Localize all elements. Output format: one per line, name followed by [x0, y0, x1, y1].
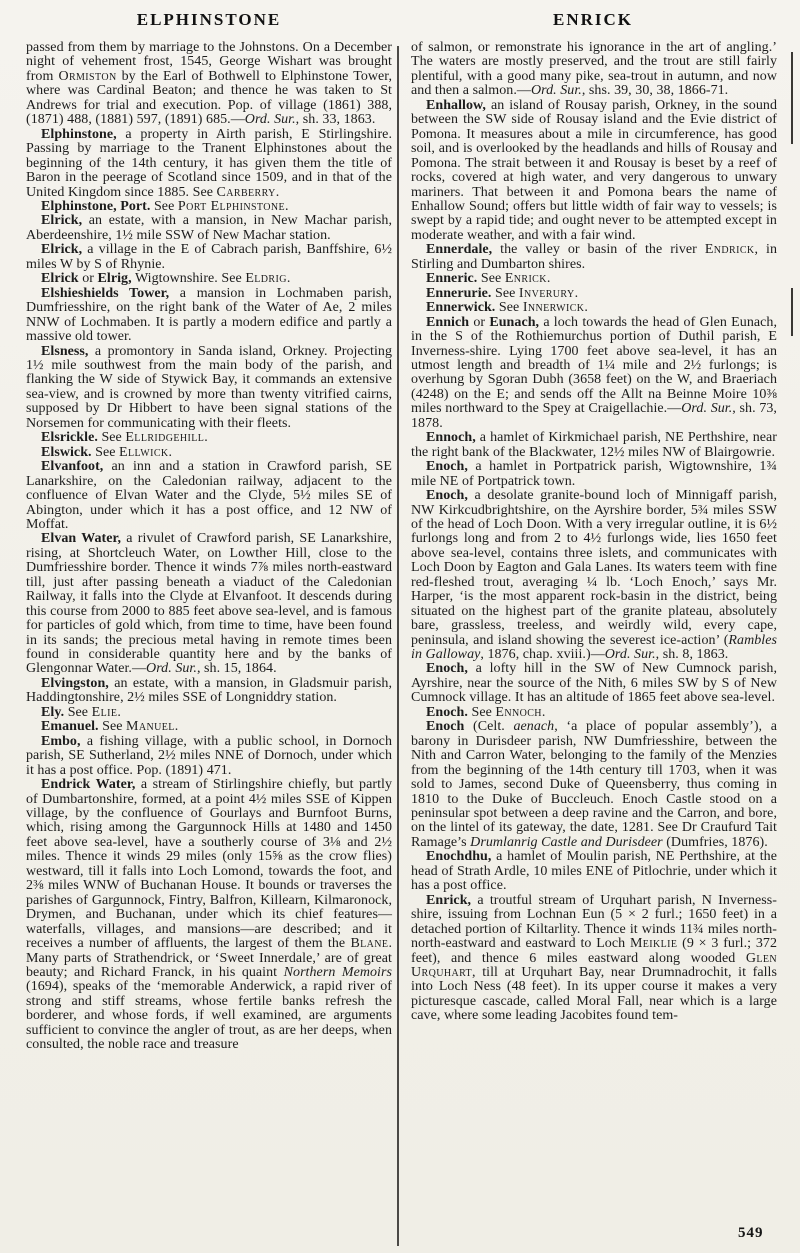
- entry-text: a mansion in Lochmaben parish, Dumfriesshire, on the right bank of the Water of Ae, 2 miles NNW of Lochmaben. It is partly a modern edifice and partly a massive old tower.: [26, 285, 392, 345]
- cross-reference: Port Elphinstone: [177, 198, 286, 214]
- entry-headword: Ely.: [41, 704, 65, 720]
- italic-citation: Ord. Sur.: [604, 647, 656, 663]
- italic-citation: aenach: [513, 719, 555, 735]
- gazetteer-entry: [26, 431, 392, 445]
- gazetteer-entry: [411, 316, 777, 432]
- gazetteer-entry: [26, 778, 392, 1053]
- gazetteer-entry: [411, 301, 777, 315]
- italic-citation: Ord. Sur.: [681, 401, 733, 417]
- gazetteer-entry: [411, 489, 777, 662]
- entry-text: .: [574, 285, 579, 301]
- entry-headword: Enoch,: [426, 459, 468, 475]
- entry-headword: Enneric.: [426, 271, 478, 287]
- gazetteer-entry: [411, 272, 777, 286]
- entry-headword: Ennerdale,: [426, 242, 493, 258]
- entry-headword: Enoch,: [426, 488, 468, 504]
- entry-text: (9 × 3 furl.; 372 feet), and thence 6 miles eastward along wooded: [411, 936, 778, 966]
- gazetteer-entry: [26, 706, 392, 720]
- gazetteer-entry: [26, 446, 392, 460]
- entry-text: passed from them by marriage to the Johnstons. On a December night of vehement frost, 1545, George Wishart was brought from: [26, 40, 392, 84]
- italic-citation: Ord. Sur.: [530, 83, 582, 99]
- italic-citation: Northern Memoirs: [283, 965, 392, 980]
- cross-reference: Eldrig: [245, 271, 287, 287]
- cross-reference: Ormiston: [58, 68, 117, 84]
- gazetteer-entry: [411, 460, 777, 489]
- entry-text: .: [584, 300, 588, 316]
- gazetteer-entry: [26, 214, 392, 243]
- cross-reference: Innerwick: [522, 300, 585, 316]
- entry-text: .: [546, 271, 551, 287]
- left-text-column: [26, 41, 392, 1053]
- gazetteer-entry: [26, 243, 392, 272]
- entry-text: See: [64, 704, 92, 720]
- entry-text: (Dumfries, 1876).: [662, 834, 768, 850]
- entry-headword: Ennich: [426, 314, 470, 330]
- italic-citation: Drumlanrig Castle and Durisdeer: [470, 834, 663, 850]
- entry-text: , ‘a place of popular assembly’), a barony in Durisdeer parish, NW Dumfriesshire, between the Nith and Carron Water, belonging to the family of the Menzies from the beginning of the 14th century till 1703, when it was sold to James, second Duke of Queensberry, thus coming in 1810 to the Duke of Buccleuch. Enoch Castle stood on a peninsular spot between a deep ravine and the Carron, and bore, on the lintel of its gateway, the date, 1281. See Dr Craufurd Tait Ramage’s: [411, 719, 777, 850]
- cross-reference: Manuel: [126, 719, 175, 735]
- entry-text: , sh. 15, 1864.: [196, 661, 277, 677]
- cross-reference: Ellridgehill: [125, 430, 205, 446]
- gazetteer-entry: [26, 128, 392, 200]
- entry-text: , shs. 39, 30, 38, 1866-71.: [581, 83, 729, 99]
- entry-text: a loch towards the head of Glen Eunach, in the S of the Rothiemurchus portion of Duthil parish, E Inverness-shire. Lying 1700 feet above sea-level, it has an utmost length and breadth of 1¼ mile and 2½ furlongs; is overhung by Sgoran Dubh (3658 feet) on the W, and Braeriach (4248) on the E; and sends off the Allt na Beinne Moire 10⅜ miles northward to the Spey at Craigellachie.—: [411, 314, 777, 417]
- entry-text: , 1876, chap. xviii.)—: [480, 647, 605, 663]
- entry-text: an estate, with a mansion, in New Machar parish, Aberdeenshire, 1½ mile SSW of New Machar station.: [26, 213, 392, 243]
- entry-headword: Elphinstone,: [41, 126, 117, 142]
- entry-headword: Elphinstone, Port.: [41, 198, 151, 214]
- italic-citation: Ord. Sur.: [244, 112, 296, 128]
- gazetteer-entry: [411, 99, 777, 244]
- entry-text: a promontory in Sanda island, Orkney. Projecting 1½ mile southwest from the main body of the parish, and flanking the W side of Stywick Bay, it commands an extensive sea-view, and is crowned by more than twenty vitrified cairns, supposed by Dr Hibbert to have been signal stations of the Norsemen for communicating with their fleets.: [26, 343, 392, 431]
- entry-text: See: [91, 444, 120, 460]
- entry-text: , till at Urquhart Bay, near Drumnadrochit, it falls into Loch Ness (48 feet). In its upper course it makes a very picturesque cascade, called Moral Fall, near which is a large cave, where some leading Jacobites found tem-: [411, 965, 777, 1024]
- entry-text: .: [285, 198, 289, 214]
- cross-reference: Endrick: [704, 242, 755, 258]
- entry-text: See: [150, 198, 178, 214]
- entry-headword: Eunach,: [489, 314, 540, 330]
- entry-headword: Elrick: [41, 271, 79, 287]
- gazetteer-entry: [411, 41, 777, 99]
- gazetteer-entry: [411, 720, 777, 850]
- entry-text: See: [98, 719, 127, 735]
- entry-text: a hamlet of Moulin parish, NE Perthshire, at the head of Strath Ardle, 10 miles ENE of Pitlochrie, under which it has a post office.: [411, 849, 777, 894]
- gazetteer-entry: [26, 677, 392, 706]
- gazetteer-entry: [26, 345, 392, 432]
- entry-headword: Elrig,: [97, 271, 132, 287]
- entry-text: .: [117, 704, 121, 720]
- cross-reference: Ennoch: [495, 704, 542, 720]
- gazetteer-entry: [411, 431, 777, 460]
- cross-reference: Elie: [91, 704, 118, 720]
- entry-headword: Elvingston,: [41, 675, 109, 691]
- entry-text: a fishing village, with a public school, in Dornoch parish, SE Sutherland, 2½ miles NNE of Dornoch, under which it has a post office. Pop. (1891) 471.: [26, 733, 392, 778]
- entry-text: , sh. 8, 1863.: [655, 647, 729, 663]
- entry-text: Wigtownshire. See: [131, 271, 246, 287]
- entry-text: an inn and a station in Crawford parish, SE Lanarkshire, on the Caledonian railway, adjacent to the confluence of Elvan Water and the Clyde, 5½ miles SE of Abington, under which it has a post office, and 12 NW of Moffat.: [26, 459, 392, 532]
- gazetteer-entry: [26, 720, 392, 734]
- entry-headword: Emanuel.: [41, 719, 99, 735]
- entry-text: See: [97, 430, 126, 446]
- right-text-column: [411, 41, 777, 1024]
- entry-headword: Enoch.: [426, 704, 468, 720]
- entry-text: . Many parts of Strathendrick, or ‘Sweet Innerdale,’ are of great beauty; and Richard Franck, in his quaint: [26, 936, 392, 980]
- entry-text: .: [541, 704, 546, 720]
- entry-text: a village in the E of Cabrach parish, Banffshire, 6½ miles W by S of Rhynie.: [26, 242, 392, 272]
- entry-text: .: [286, 271, 291, 287]
- gazetteer-entry: [411, 287, 777, 301]
- gazetteer-entry: [26, 735, 392, 778]
- entry-text: a hamlet of Kirkmichael parish, NE Perthshire, near the right bank of the Blackwater, 12½ miles NW of Blairgowrie.: [411, 430, 777, 460]
- gazetteer-entry: [26, 41, 392, 128]
- cross-reference: Ellwick: [119, 444, 169, 460]
- gazetteer-entry: [26, 200, 392, 214]
- cross-reference: Meiklie: [629, 936, 678, 952]
- page-edge-mark: [791, 288, 793, 336]
- entry-text: a lofty hill in the SW of New Cumnock parish, Ayrshire, near the source of the Nith, 6 miles SW by S of New Cumnock village. It has an altitude of 1865 feet above sea-level.: [411, 661, 777, 706]
- page-edge-mark: [791, 52, 793, 144]
- entry-text: or: [78, 271, 98, 287]
- gazetteer-entry: [411, 706, 777, 720]
- italic-citation: Rambles in Galloway: [411, 632, 777, 663]
- gazetteer-entry: [411, 243, 777, 272]
- entry-text: , in Stirling and Dumbarton shires.: [411, 242, 778, 272]
- entry-text: the valley or basin of the river: [492, 242, 705, 258]
- entry-text: , sh. 33, 1863.: [295, 112, 376, 128]
- entry-headword: Elswick.: [41, 444, 92, 460]
- entry-text: .: [168, 444, 173, 460]
- entry-headword: Enhallow,: [426, 97, 486, 113]
- entry-text: See: [477, 271, 505, 287]
- entry-headword: Enrick,: [426, 892, 472, 908]
- entry-headword: Ennoch,: [426, 430, 476, 446]
- gazetteer-entry: [26, 287, 392, 345]
- entry-text: of salmon, or remonstrate his ignorance in the art of angling.’ The waters are mostly preserved, and the trout are still fairly plentiful, with a good many pike, sea-trout in autumn, and now and then a salmon.—: [411, 40, 777, 99]
- entry-headword: Elvan Water,: [41, 531, 122, 547]
- cross-reference: Enrick: [504, 271, 547, 287]
- entry-headword: Embo,: [41, 733, 81, 749]
- entry-text: a troutful stream of Urquhart parish, N Inverness-shire, issuing from Lochnan Eun (5 × 2 furl.; 1650 feet) in a detached portion of Kiltarlity. Thence it winds 11¾ miles north-north-eastward and eastward to Loch: [411, 892, 777, 952]
- entry-text: a hamlet in Portpatrick parish, Wigtownshire, 1¾ mile NE of Portpatrick town.: [411, 459, 777, 489]
- entry-headword: Elsness,: [41, 343, 89, 359]
- entry-text: (Celt.: [464, 719, 514, 735]
- cross-reference: Blane: [350, 936, 389, 952]
- entry-text: (1694), speaks of the ‘memorable Anderwick, a rapid river of strong and stiff streams, whose fertile banks refresh the borderer, and whose fords, if well examined, are arguments sufficient to convince the angler of trout, as are her deeps, when consulted, the noble race and treasure: [26, 979, 392, 1053]
- entry-headword: Enoch,: [426, 661, 468, 677]
- entry-headword: Elvanfoot,: [41, 459, 104, 475]
- entry-text: a rivulet of Crawford parish, SE Lanarkshire, rising, at Shortcleuch Water, on Lowther Hill, close to the Dumfriesshire border. Thence it winds 7⅞ miles north-eastward till, just after passing beneath a viaduct of the Caledonian Railway, it falls into the Clyde at Elvanfoot. It descends during this course from 2000 to 885 feet above sea-level, and is famous for particles of gold which, from time to time, have been found in its sands; the precious metal having in remote times been found in considerable quantity here and by the banks of Glengonnar Water.—: [26, 531, 392, 677]
- entry-text: or: [469, 314, 490, 330]
- entry-text: .: [174, 719, 179, 735]
- right-column-header: ENRICK: [552, 10, 633, 29]
- entry-text: an island of Rousay parish, Orkney, in the sound between the SW side of Rousay island and the Evie district of Pomona. It measures about a mile in circumference, has good soil, and is overlooked by the headlands and hills of Rousay and Pomona. The strait between it and Rousay is beset by a reef of rocks, covered at high water, and very dangerous to unwary mariners. That between it and Pomona bears the name of Enhallow Sound; offers but little width of fair way to vessels; is swept by a rapid tide; and ought never to be attempted except in moderate weather, and with a fair wind.: [411, 97, 777, 243]
- cross-reference: Carberry: [216, 184, 276, 200]
- cross-reference: Glen Urquhart: [411, 950, 777, 980]
- gazetteer-entry: [411, 850, 777, 893]
- entry-headword: Enochdhu,: [426, 849, 492, 865]
- gazetteer-entry: [26, 532, 392, 677]
- entry-headword: Elsrickle.: [41, 430, 98, 446]
- gazetteer-entry: [26, 460, 392, 532]
- entry-headword: Elshieshields Tower,: [41, 285, 170, 301]
- entry-headword: Endrick Water,: [41, 777, 136, 793]
- page-number: 549: [738, 1225, 764, 1241]
- entry-headword: Elrick,: [41, 242, 83, 258]
- entry-headword: Enoch: [426, 719, 465, 735]
- entry-headword: Ennerwick.: [426, 300, 496, 316]
- entry-headword: Elrick,: [41, 213, 83, 229]
- entry-text: , sh. 73, 1878.: [411, 401, 777, 431]
- entry-text: a property in Airth parish, E Stirlingshire. Passing by marriage to the Tranent Elphinstones about the beginning of the 14th century, it has given them the title of Baron in the peerage of Scotland since 1509, and in that of the United Kingdom since 1885. See: [26, 126, 392, 200]
- entry-text: an estate, with a mansion, in Gladsmuir parish, Haddingtonshire, 2½ miles SSE of Longniddry station.: [26, 675, 392, 706]
- gazetteer-entry: [411, 662, 777, 705]
- entry-text: a desolate granite-bound loch of Minnigaff parish, NW Kirkcudbrightshire, on the Ayrshire border, 5¾ miles SSW of the head of Loch Doon. With a very irregular outline, it is 6½ furlongs long and from 2 to 4½ furlongs wide, lies 1650 feet above sea-level, contains three islets, and communicates with Loch Doon by Eagton and Gala Lanes. Its waters teem with fine red-fleshed trout, averaging ¼ lb. ‘Loch Enoch,’ says Mr. Harper, ‘is the most apparent rock-basin in the district, being situated on the highest part of the granite plateau, absolutely bare, grassless, treeless, and weirdly wild, every cape, peninsula, and island showing the severest ice-action’ (: [411, 488, 777, 648]
- entry-text: See: [467, 704, 496, 720]
- entry-text: See: [491, 285, 519, 301]
- cross-reference: Inverury: [518, 285, 575, 301]
- gazetteer-entry: [411, 894, 777, 1024]
- gazetteer-entry: [26, 272, 392, 286]
- entry-text: .: [204, 430, 208, 446]
- entry-text: See: [495, 300, 523, 316]
- left-column-header: ELPHINSTONE: [136, 10, 282, 29]
- entry-text: a stream of Stirlingshire chiefly, but partly of Dumbartonshire, formed, at a point 4½ miles SSE of Kippen village, by the confluence of Gourlays and Burnfoot Burns, which, rising among the Gargunnock Hills at 1480 and 1450 feet above sea-level, have a southerly course of 3⅛ and 2½ miles. Thence it winds 29 miles (only 15⅝ as the crow flies) westward, till it falls into Loch Lomond, towards the foot, and 2⅜ miles WNW of Buchanan House. It bounds or traverses the parishes of Gargunnock, Fintry, Balfron, Killearn, Kilmaronock, Drymen, and Buchanan, under which its chief features—waterfalls, villages, and mansions—are described; and it receives a number of affluents, the largest of them the: [26, 777, 392, 952]
- entry-text: by the Earl of Bothwell to Elphinstone Tower, where was Cardinal Beaton; and thence he was taken to St Andrews for trial and execution. Pop. of village (1861) 388, (1871) 488, (1881) 597, (1891) 685.—: [26, 68, 393, 128]
- entry-text: .: [275, 184, 280, 200]
- italic-citation: Ord. Sur.: [146, 661, 197, 677]
- column-divider-rule: [397, 46, 399, 1246]
- entry-headword: Ennerurie.: [426, 285, 492, 301]
